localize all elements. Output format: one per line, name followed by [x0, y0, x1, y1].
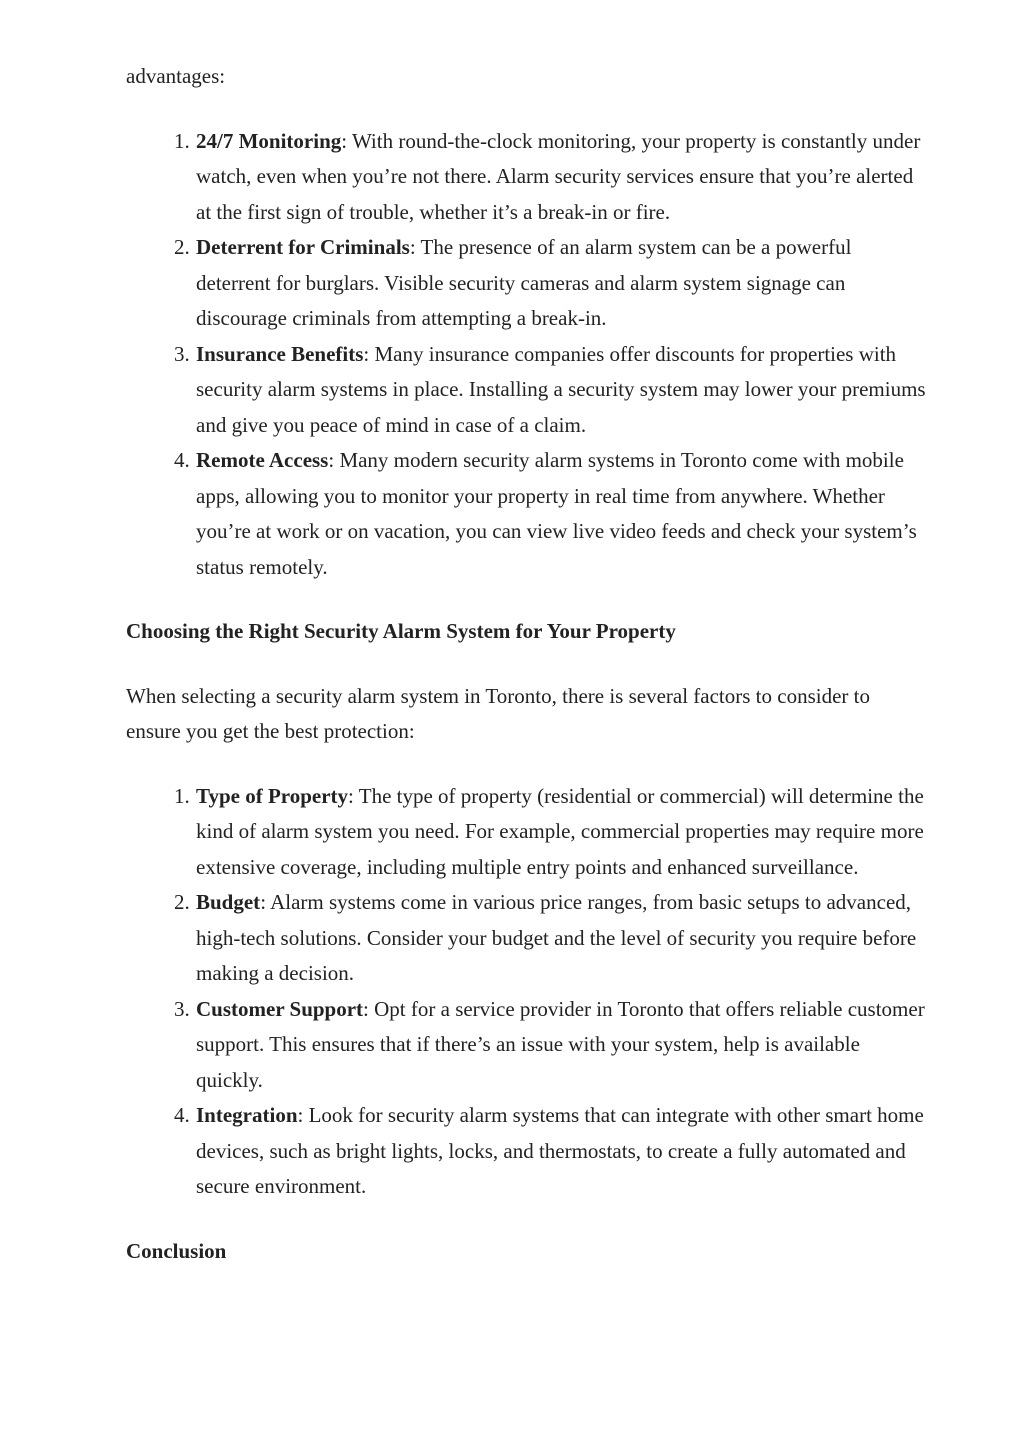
list-item-number: 2.	[174, 890, 190, 914]
list-item-term: 24/7 Monitoring	[196, 128, 342, 153]
list-item-number: 1.	[174, 128, 190, 153]
document-page	[126, 59, 926, 1298]
list-item	[126, 992, 926, 1099]
list-item-number: 2.	[174, 235, 190, 259]
list-item	[126, 779, 926, 886]
intro-tail-text: advantages:	[126, 64, 226, 88]
list-item-text: : Many insurance companies offer discounts for properties with security alarm systems in place. Installing a security system may lower your premiums and give you peace of mind in case of a claim.	[196, 341, 926, 437]
conclusion-heading: Conclusion	[126, 1238, 227, 1263]
list-item-text: : Alarm systems come in various price ranges, from basic setups to advanced, high-tech solutions. Consider your budget and the level of security you require before making a decision.	[196, 890, 917, 985]
list-item-number: 3.	[174, 996, 190, 1021]
list-item-term: Deterrent for Criminals	[196, 235, 410, 259]
list-item-term: Insurance Benefits	[196, 341, 364, 366]
list-item-term: Remote Access	[196, 448, 329, 472]
list-item-text: : Look for security alarm systems that can integrate with other smart home devices, such as bright lights, locks, and thermostats, to create a fully automated and secure environment.	[196, 1103, 924, 1198]
list-item-term: Budget	[196, 890, 261, 914]
list-item-number: 3.	[174, 341, 190, 366]
list-item-text: : The presence of an alarm system can be a powerful deterrent for burglars. Visible security cameras and alarm system signage can discourage criminals from attempting a break-in.	[196, 235, 852, 330]
advantages-list	[126, 124, 926, 586]
list-item-text: : Opt for a service provider in Toronto that offers reliable customer support. This ensures that if there’s an issue with your system, help is available quickly.	[196, 996, 925, 1092]
list-item	[126, 443, 926, 585]
list-item	[126, 337, 926, 444]
list-item-term: Type of Property	[196, 783, 349, 808]
list-item-term: Integration	[196, 1103, 298, 1127]
list-item-number: 4.	[174, 448, 190, 472]
list-item	[126, 885, 926, 992]
list-item	[126, 230, 926, 337]
list-item-text: : With round-the-clock monitoring, your property is constantly under watch, even when you’re not there. Alarm security services ensure that you’re alerted at the first sign of trouble, whether it’s a break-in or fire.	[196, 128, 921, 224]
list-item	[126, 124, 926, 231]
factors-list	[126, 779, 926, 1205]
list-item-term: Customer Support	[196, 996, 364, 1021]
list-item-text: : Many modern security alarm systems in Toronto come with mobile apps, allowing you to monitor your property in real time from anywhere. Whether you’re at work or on vacation, you can view live video feeds and check your system’s status remotely.	[196, 448, 917, 579]
list-item-number: 1.	[174, 783, 190, 808]
choosing-paragraph: When selecting a security alarm system in Toronto, there is several factors to consider to ensure you get the best protection:	[126, 683, 870, 743]
list-item	[126, 1098, 926, 1205]
choosing-section-heading: Choosing the Right Security Alarm System for Your Property	[126, 619, 676, 643]
list-item-text: : The type of property (residential or commercial) will determine the kind of alarm system you need. For example, commercial properties may require more extensive coverage, including multiple entry points and enhanced surveillance.	[196, 783, 924, 879]
list-item-number: 4.	[174, 1103, 190, 1127]
